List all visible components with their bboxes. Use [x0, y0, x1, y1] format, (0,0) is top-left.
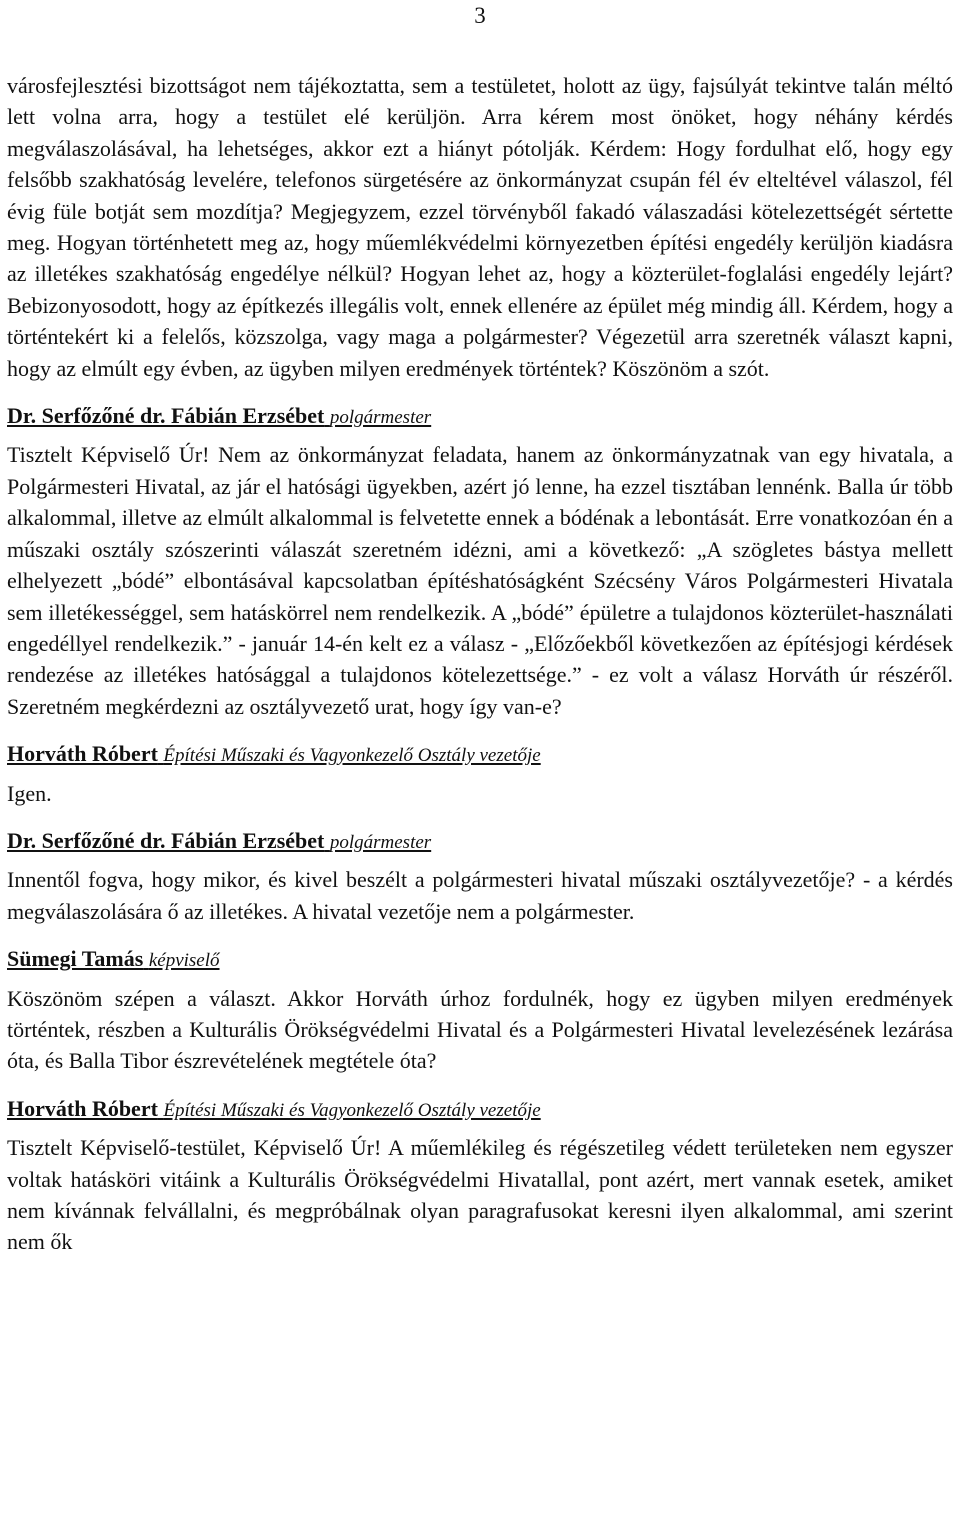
speaker-role: polgármester	[329, 407, 432, 429]
speaker-role: polgármester	[329, 831, 432, 853]
paragraph-horvath-yes: Igen.	[7, 780, 52, 806]
speaker-role: Építési Műszaki és Vagyonkezelő Osztály vezetője	[163, 1099, 541, 1121]
paragraph-mayor-followup: Innentől fogva, hogy mikor, és kivel beszélt a polgármesteri hivatal műszaki osztályvezetője? - a kérdés megválaszolására ő az illetékes. A hivatal vezetője nem a polgármester.	[7, 867, 953, 924]
speaker-heading-horvath	[7, 738, 953, 771]
speaker-heading-mayor-2	[7, 825, 953, 858]
speaker-role: képviselő	[148, 950, 220, 972]
paragraph-sumegi: Köszönöm szépen a választ. Akkor Horváth úrhoz fordulnék, hogy ez ügyben milyen eredmények történtek, részben a Kulturális Örökségvédelmi Hivatal és a Polgármesteri Hivatal levelezésének lezárása óta, és Balla Tibor észrevételének megtétele óta?	[7, 985, 953, 1074]
document-body	[7, 70, 953, 1258]
speaker-name: Dr. Serfőzőné dr. Fábián Erzsébet	[7, 827, 325, 853]
paragraph-question: városfejlesztési bizottságot nem tájékoztatta, sem a testületet, holott az ügy, fajsúlyát tekintve talán méltó lett volna arra, hogy a testület elé kerüljön. Arra kérem most önöket, hogy néhány kérdés megválaszolásával, ha lehetséges, akkor ezt a hiányt pótolják. Kérdem: Hogy fordulhat elő, hogy egy felsőbb szakhatóság levelére, telefonos sürgetésére az önkormányzat csupán fél év elteltével válaszol, fél évig füle botját sem mozdítja? Megjegyzem, ezzel törvényből fakadó válaszadási kötelezettségét sértette meg. Hogyan történhetett meg az, hogy műemlékvédelmi környezetben építési engedély kerüljön kiadásra az illetékes szakhatóság engedélye nélkül? Hogyan lehet az, hogy a közterület-foglalási engedély lejárt? Bebizonyosodott, hogy az építkezés illegális volt, ennek ellenére az épület még mindig áll. Kérdem, hogy a történtekért ki a felelős, közszolga, vagy maga a polgármester? Végezetül arra szeretnék választ kapni, hogy az elmúlt egy évben, az ügyben milyen eredmények történtek? Köszönöm a szót.	[7, 73, 953, 381]
paragraph-mayor-answer: Tisztelt Képviselő Úr! Nem az önkormányzat feladata, hanem az önkormányzatnak van egy hivatala, a Polgármesteri Hivatal, az jár el hatósági ügyekben, azért jó lenne, ha ezzel tisztában lennénk. Balla úr több alkalommal, illetve az elmúlt alkalommal is felvetette ennek a bódénak a lebontását. Erre vonatkozóan én a műszaki osztály szószerinti válaszát szeretném idézni, ami a következő: „A szögletes bástya mellett elhelyezett „bódé” elbontásával kapcsolatban építéshatóságként Szécsény Város Polgármesteri Hivatala sem illetékességgel, sem hatáskörrel nem rendelkezik. A „bódé” épületre a tulajdonos közterület-használati engedéllyel rendelkezik.” - január 14-én kelt ez a válasz - „Előzőekből következően az építésjogi kérdések rendezése az illetékes hatósággal a tulajdonos kötelezettsége.” - ez volt a válasz Horváth úr részéről. Szeretném megkérdezni az osztályvezető urat, hogy így van-e?	[7, 442, 953, 719]
speaker-name: Dr. Serfőzőné dr. Fábián Erzsébet	[7, 403, 325, 429]
speaker-name: Sümegi Tamás	[7, 946, 144, 972]
paragraph-horvath-answer: Tisztelt Képviselő-testület, Képviselő Úr! A műemlékileg és régészetileg védett területeken nem egyszer voltak hatásköri vitáink a Kulturális Örökségvédelmi Hivatallal, pont azért, mert vannak esetek, amiket nem kívánnak felvállalni, és megpróbálnak olyan paragrafusokat keresni ilyen alkalommal, ami szerint nem ők	[7, 1135, 953, 1255]
speaker-role: Építési Műszaki és Vagyonkezelő Osztály vezetője	[163, 745, 541, 767]
speaker-name: Horváth Róbert	[7, 1095, 158, 1121]
speaker-heading-horvath-2	[7, 1093, 953, 1126]
speaker-heading-mayor	[7, 400, 953, 433]
speaker-heading-sumegi	[7, 943, 953, 976]
speaker-name: Horváth Róbert	[7, 741, 158, 767]
page-number: 3	[474, 3, 486, 28]
